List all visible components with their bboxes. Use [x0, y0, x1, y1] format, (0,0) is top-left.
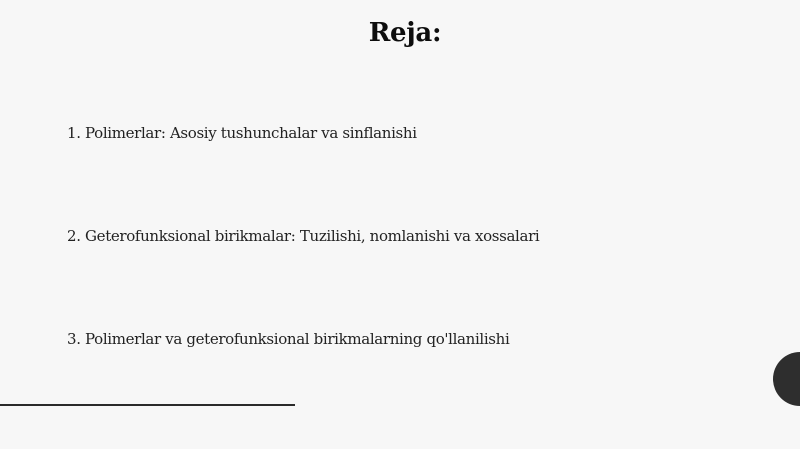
- decorative-circle-shape: [773, 352, 800, 406]
- slide-title: Reja:: [368, 18, 442, 48]
- plan-item-2: 2. Geterofunksional birikmalar: Tuzilishi, nomlanishi va xossalari: [67, 227, 540, 245]
- decorative-divider-line: [0, 404, 295, 406]
- plan-item-1: 1. Polimerlar: Asosiy tushunchalar va sinflanishi: [67, 124, 417, 142]
- plan-item-3: 3. Polimerlar va geterofunksional birikmalarning qo'llanilishi: [67, 330, 510, 348]
